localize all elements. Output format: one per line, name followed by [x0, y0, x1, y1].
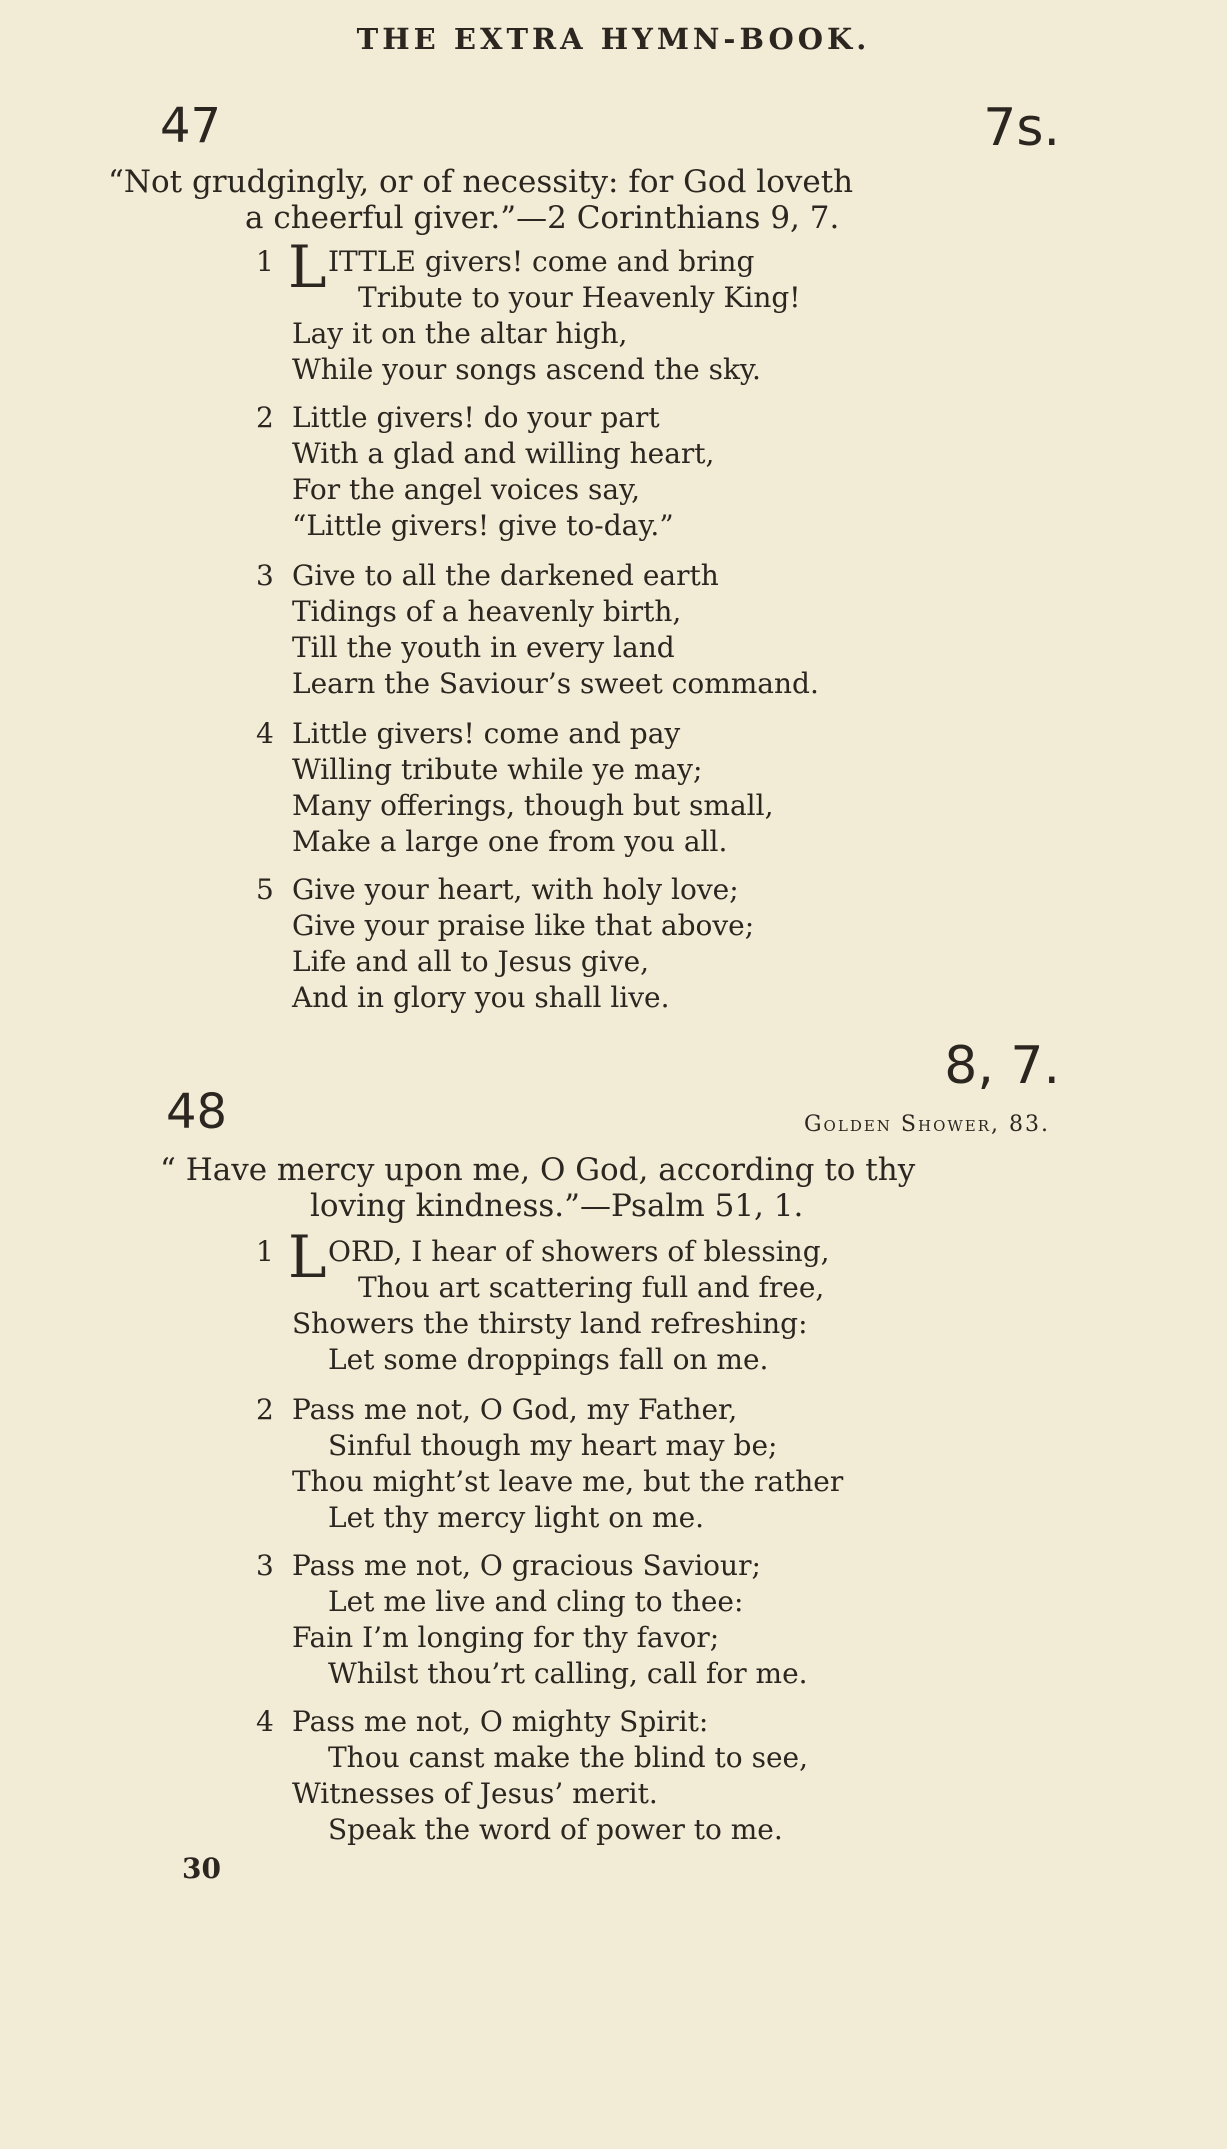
- verse-line: Make a large one from you all.: [292, 825, 728, 858]
- page-number: 30: [182, 1852, 221, 1885]
- drop-cap: L: [288, 1223, 327, 1291]
- stanza-number: 3: [256, 1549, 274, 1582]
- stanza-number: 1: [256, 1235, 274, 1268]
- epigraph-line: a cheerful giver.”—2 Corinthians 9, 7.: [245, 200, 840, 236]
- verse-line: ITTLE givers! come and bring: [328, 245, 755, 278]
- verse-line: Whilst thou’rt calling, call for me.: [328, 1657, 808, 1690]
- verse-line: Give to all the darkened earth: [292, 559, 719, 592]
- verse-line: Tidings of a heavenly birth,: [292, 595, 682, 628]
- hymn-number: 48: [166, 1084, 228, 1140]
- verse-line: Fain I’m longing for thy favor;: [292, 1621, 720, 1654]
- epigraph-line: “ Have mercy upon me, O God, according to thy: [160, 1152, 916, 1188]
- stanza-number: 3: [256, 559, 274, 592]
- verse-line: For the angel voices say,: [292, 473, 641, 506]
- verse-line: Lay it on the altar high,: [292, 317, 628, 350]
- verse-line: Pass me not, O God, my Father,: [292, 1393, 738, 1426]
- verse-line: And in glory you shall live.: [292, 981, 670, 1014]
- verse-line: With a glad and willing heart,: [292, 437, 715, 470]
- verse-line: ORD, I hear of showers of blessing,: [328, 1235, 830, 1268]
- verse-line: Till the youth in every land: [292, 631, 675, 664]
- verse-line: Give your heart, with holy love;: [292, 873, 739, 906]
- epigraph-line: “Not grudgingly, or of necessity: for God loveth: [108, 164, 854, 200]
- stanza-number: 1: [256, 245, 274, 278]
- verse-line: Life and all to Jesus give,: [292, 945, 650, 978]
- hymn-number: 47: [160, 98, 222, 154]
- verse-line: Pass me not, O mighty Spirit:: [292, 1705, 709, 1738]
- hymn-meter: 7s.: [983, 98, 1060, 158]
- running-head: THE EXTRA HYMN-BOOK.: [356, 22, 871, 56]
- epigraph-line: loving kindness.”—Psalm 51, 1.: [310, 1188, 804, 1224]
- verse-line: While your songs ascend the sky.: [292, 353, 761, 386]
- stanza-number: 4: [256, 717, 274, 750]
- hymn-epigraph: [108, 164, 853, 236]
- verse-line: Thou canst make the blind to see,: [328, 1741, 808, 1774]
- verse-line: Thou might’st leave me, but the rather: [292, 1465, 844, 1498]
- verse-line: Pass me not, O gracious Saviour;: [292, 1549, 761, 1582]
- verse-line: Sinful though my heart may be;: [328, 1429, 778, 1462]
- verse-line: Little givers! come and pay: [292, 717, 681, 750]
- tune-name: Golden Shower, 83.: [803, 1112, 1050, 1137]
- verse-line: Thou art scattering full and free,: [358, 1271, 825, 1304]
- verse-line: Little givers! do your part: [292, 401, 660, 434]
- verse-line: Let me live and cling to thee:: [328, 1585, 744, 1618]
- verse-line: Willing tribute while ye may;: [292, 753, 703, 786]
- drop-cap: L: [288, 233, 327, 301]
- verse-line: Give your praise like that above;: [292, 909, 755, 942]
- stanza-number: 2: [256, 1393, 274, 1426]
- verse-line: Witnesses of Jesus’ merit.: [292, 1777, 658, 1810]
- verse-line: Showers the thirsty land refreshing:: [292, 1307, 808, 1340]
- verse-line: Let some droppings fall on me.: [328, 1343, 769, 1376]
- hymn-epigraph: [160, 1152, 915, 1224]
- verse-line: Speak the word of power to me.: [328, 1813, 783, 1846]
- verse-line: Tribute to your Heavenly King!: [358, 281, 801, 314]
- verse-line: Learn the Saviour’s sweet command.: [292, 667, 819, 700]
- stanza-number: 5: [256, 873, 274, 906]
- hymn-meter: 8, 7.: [944, 1036, 1060, 1096]
- stanza-number: 4: [256, 1705, 274, 1738]
- verse-line: Let thy mercy light on me.: [328, 1501, 705, 1534]
- verse-line: Many offerings, though but small,: [292, 789, 774, 822]
- verse-line: “Little givers! give to-day.”: [292, 509, 674, 542]
- stanza-number: 2: [256, 401, 274, 434]
